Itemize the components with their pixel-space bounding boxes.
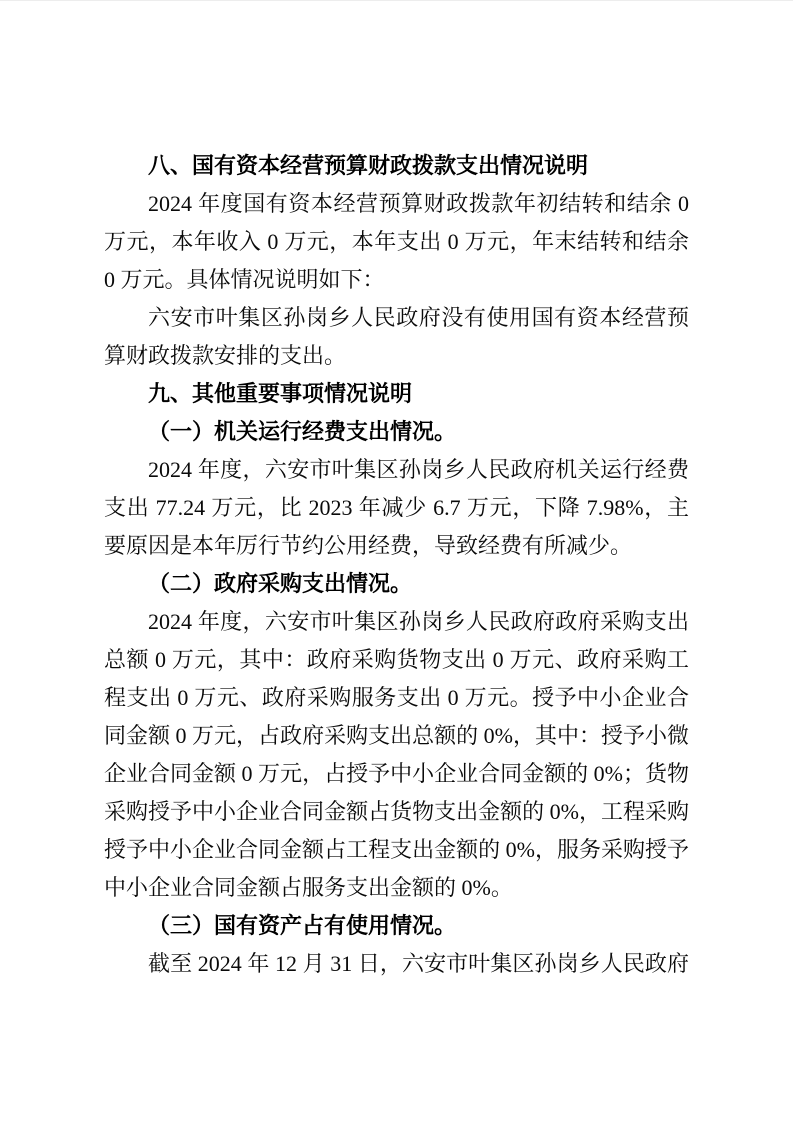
body-paragraph-state-capital-no-expenditure: 六安市叶集区孙岗乡人民政府没有使用国有资本经营预算财政拨款安排的支出。 (104, 305, 689, 368)
sub-heading-state-asset-usage: （三）国有资产占有使用情况。 (148, 913, 457, 938)
sub-heading-agency-operating-expenses: （一）机关运行经费支出情况。 (148, 419, 457, 444)
section-heading-other-important-matters: 九、其他重要事项情况说明 (148, 381, 413, 406)
body-paragraph-state-asset-usage: 截至 2024 年 12 月 31 日，六安市叶集区孙岗乡人民政府 (148, 951, 689, 976)
section-heading-state-capital-budget: 八、国有资本经营预算财政拨款支出情况说明 (148, 153, 589, 178)
body-paragraph-government-procurement: 2024 年度，六安市叶集区孙岗乡人民政府政府采购支出总额 0 万元，其中：政府采购货物支出 0 万元、政府采购工程支出 0 万元、政府采购服务支出 0 万元。授予中小企业合同金额 0 万元，占政府采购支出总额的 0%，其中：授予小微企业合同金额 0 万元，占授予中小企业合同金额的 0%；货物采购授予中小企业合同金额占货物支出金额的 0%，工程采购授予中小企业合同金额占工程支出金额的 0%，服务采购授予中小企业合同金额占服务支出金额的 0%。 (104, 609, 689, 900)
body-paragraph-state-capital-summary: 2024 年度国有资本经营预算财政拨款年初结转和结余 0 万元，本年收入 0 万元，本年支出 0 万元，年末结转和结余 0 万元。具体情况说明如下： (104, 191, 689, 292)
sub-heading-government-procurement: （二）政府采购支出情况。 (148, 571, 413, 596)
body-paragraph-agency-operating-expenses: 2024 年度，六安市叶集区孙岗乡人民政府机关运行经费支出 77.24 万元，比 2023 年减少 6.7 万元，下降 7.98%，主要原因是本年厉行节约公用经费，导致经费有所减少。 (104, 457, 689, 558)
